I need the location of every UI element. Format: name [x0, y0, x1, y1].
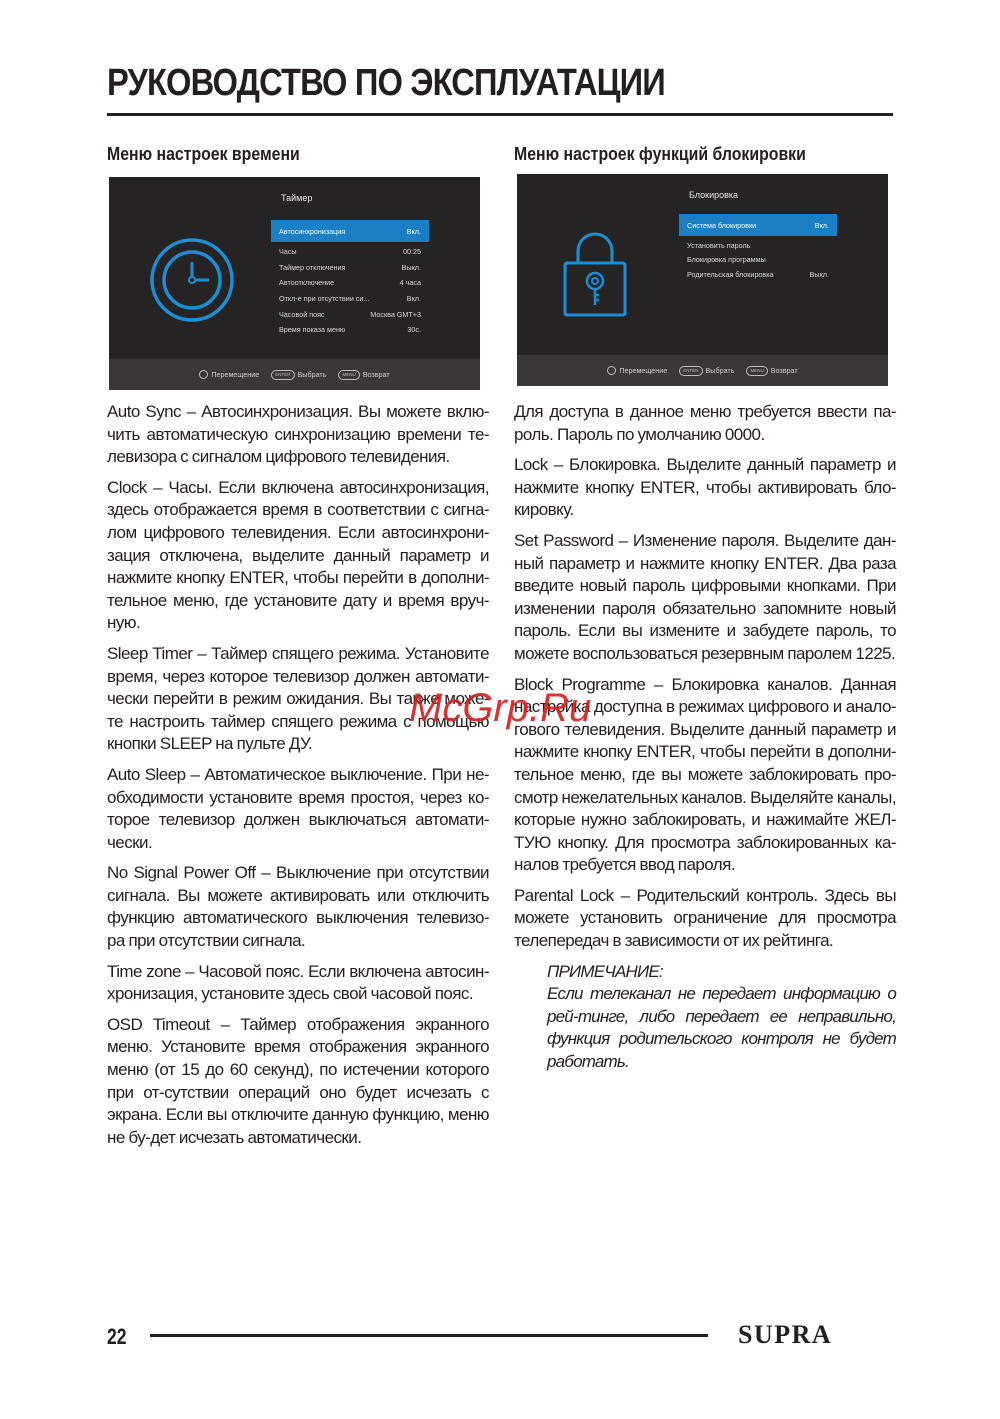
row-value: 4 часа	[399, 278, 421, 288]
row-label: Система блокировки	[687, 220, 757, 230]
menu-row-set-password[interactable]	[679, 238, 837, 252]
row-label: Автоотключение	[279, 278, 335, 288]
lock-paragraph: Lock – Блокировка. Выделите данный параметр и нажмите кнопку ENTER, чтобы активировать бло-кировку.	[514, 455, 896, 520]
lock-settings-heading: Меню настроек функций блокировки	[514, 144, 806, 164]
navigation-icon	[607, 366, 616, 375]
time-settings-heading: Меню настроек времени	[107, 144, 300, 164]
lock-menu-list	[679, 214, 837, 282]
row-label: Часовой пояс	[279, 309, 325, 319]
menu-row-auto-sync[interactable]	[271, 220, 429, 242]
lock-menu-screenshot	[517, 174, 888, 386]
no-signal-power-off-paragraph: No Signal Power Off – Выключение при отсутствии сигнала. Вы можете активировать или отключить функцию автоматического выключения телевизо-ра при отсутствии сигнала.	[107, 863, 489, 951]
set-password-paragraph: Set Password – Изменение пароля. Выделите дан-ный параметр и нажмите кнопку ENTER. Два раза введите новый пароль цифровыми кнопками. При изменении пароля обязательно запомните новый пароль. Если вы измените и забудете пароль, то можете воспользоваться резервным паролем 1225.	[514, 530, 896, 663]
back-hint: Возврат	[362, 370, 390, 379]
move-hint: Перемещение	[211, 370, 260, 379]
page-number: 22	[107, 1324, 127, 1349]
menu-title: Блокировка	[689, 190, 739, 200]
menu-row-clock[interactable]	[271, 244, 429, 260]
row-value: 30с.	[407, 325, 421, 335]
brand-logo: SUPRA	[738, 1320, 833, 1349]
enter-key-icon: ENTER	[679, 366, 702, 376]
menu-row-no-signal-off[interactable]	[271, 291, 429, 307]
back-hint: Возврат	[770, 366, 798, 375]
clock-paragraph: Clock – Часы. Если включена автосинхронизация, здесь отображается время в соответствии с сигна-лом цифрового телевидения. Если автосинхрони-зация отключена, выделите данный параметр и нажмите кнопку ENTER, чтобы перейти в дополни-тельное меню, где установите дату и время вруч-ную.	[107, 477, 489, 633]
osd-timeout-paragraph: OSD Timeout – Таймер отображения экранного меню. Установите время отображения экранного меню (от 15 до 60 секунд), по истечении которого при от-сутствии операций оно будет исчезать с экрана. Если вы отключите данную функцию, меню не бу-дет исчезать автоматически.	[107, 1014, 489, 1147]
menu-key-icon: MENU	[338, 370, 359, 380]
row-label: Часы	[279, 247, 297, 257]
menu-row-sleep-timer[interactable]	[271, 260, 429, 276]
sleep-timer-paragraph: Sleep Timer – Таймер спящего режима. Установите время, через которое телевизор должен автомати-чески перейти в режим ожидания. Вы также може-те настроить таймер спящего режима с помощью кнопки SLEEP на пульте ДУ.	[107, 643, 489, 754]
row-value: Вкл.	[406, 294, 421, 304]
row-label: Время показа меню	[279, 325, 346, 335]
clock-icon	[147, 235, 237, 325]
row-label: Автосинхронизация	[279, 226, 346, 236]
access-password-paragraph: Для доступа в данное меню требуется ввести па-роль. Пароль по умолчанию 0000.	[514, 402, 896, 444]
row-value: Выкл.	[809, 269, 829, 279]
screen-footer-hints	[517, 355, 888, 386]
timer-menu-list	[271, 220, 429, 338]
row-value: Москва GMT+3	[370, 309, 421, 319]
menu-row-auto-sleep[interactable]	[271, 275, 429, 291]
row-value: Вкл.	[406, 226, 421, 236]
watermark: McGrp.Ru	[409, 686, 592, 730]
row-label: Блокировка программы	[687, 254, 766, 264]
menu-row-lock-system[interactable]	[679, 214, 837, 236]
footer-divider	[150, 1334, 708, 1337]
row-label: Родительская блокировка	[687, 269, 774, 279]
auto-sleep-paragraph: Auto Sleep – Автоматическое выключение. При не-обходимости установите время простоя, через ко-торое телевизор должен выключаться автомати-чески.	[107, 764, 489, 852]
menu-row-time-zone[interactable]	[271, 306, 429, 322]
row-value: Вкл.	[814, 220, 829, 230]
row-label: Откл-е при отсутствии си...	[279, 294, 370, 304]
screen-footer-hints	[109, 359, 480, 390]
row-value: Выкл.	[401, 262, 421, 272]
select-hint: Выбрать	[297, 370, 327, 379]
navigation-icon	[199, 370, 208, 379]
menu-row-osd-timeout[interactable]	[271, 322, 429, 338]
menu-key-icon: MENU	[746, 366, 767, 376]
block-programme-paragraph: Block Programme – Блокировка каналов. Данная настройка доступна в режимах цифрового и анало-гового телевидения. Выделите данный параметр и нажмите кнопку ENTER, чтобы перейти в дополни-тельное меню, где вы можете заблокировать про-смотр нежелательных каналов. Выделяйте каналы, которые нужно заблокировать, и нажимайте ЖЕЛ-ТУЮ кнопку. Для просмотра заблокированных ка-налов требуется ввод пароля.	[514, 674, 896, 875]
enter-key-icon: ENTER	[271, 370, 294, 380]
time-zone-paragraph: Time zone – Часовой пояс. Если включена автосин-хронизация, установите здесь свой часовой пояс.	[107, 961, 489, 1004]
row-label: Таймер отключения	[279, 262, 346, 272]
timer-menu-screenshot	[109, 177, 480, 390]
select-hint: Выбрать	[705, 366, 735, 375]
note-block	[547, 961, 896, 1074]
note-body: Если телеканал не передает информацию о рей-тинге, либо передает ее неправильно, функция родительского контроля не будет работать.	[547, 984, 896, 1072]
time-settings-description	[107, 401, 489, 1157]
page-title: РУКОВОДСТВО ПО ЭКСПЛУАТАЦИИ	[107, 62, 665, 104]
title-divider	[107, 113, 893, 116]
move-hint: Перемещение	[619, 366, 668, 375]
row-value: 00:25	[403, 247, 421, 257]
padlock-key-icon	[562, 229, 628, 319]
parental-lock-paragraph: Parental Lock – Родительский контроль. Здесь вы можете установить ограничение для просмотра телепередач в зависимости от их рейтинга.	[514, 885, 896, 951]
row-label: Установить пароль	[687, 240, 751, 250]
menu-row-block-programme[interactable]	[679, 252, 837, 266]
menu-title: Таймер	[281, 193, 313, 203]
note-title: ПРИМЕЧАНИЕ:	[547, 961, 663, 981]
auto-sync-paragraph: Auto Sync – Автосинхронизация. Вы можете вклю-чить автоматическую синхронизацию времени те-левизора с сигналом цифрового телевидения.	[107, 402, 489, 467]
menu-row-parental-lock[interactable]	[679, 266, 837, 282]
lock-settings-description	[514, 401, 896, 1074]
